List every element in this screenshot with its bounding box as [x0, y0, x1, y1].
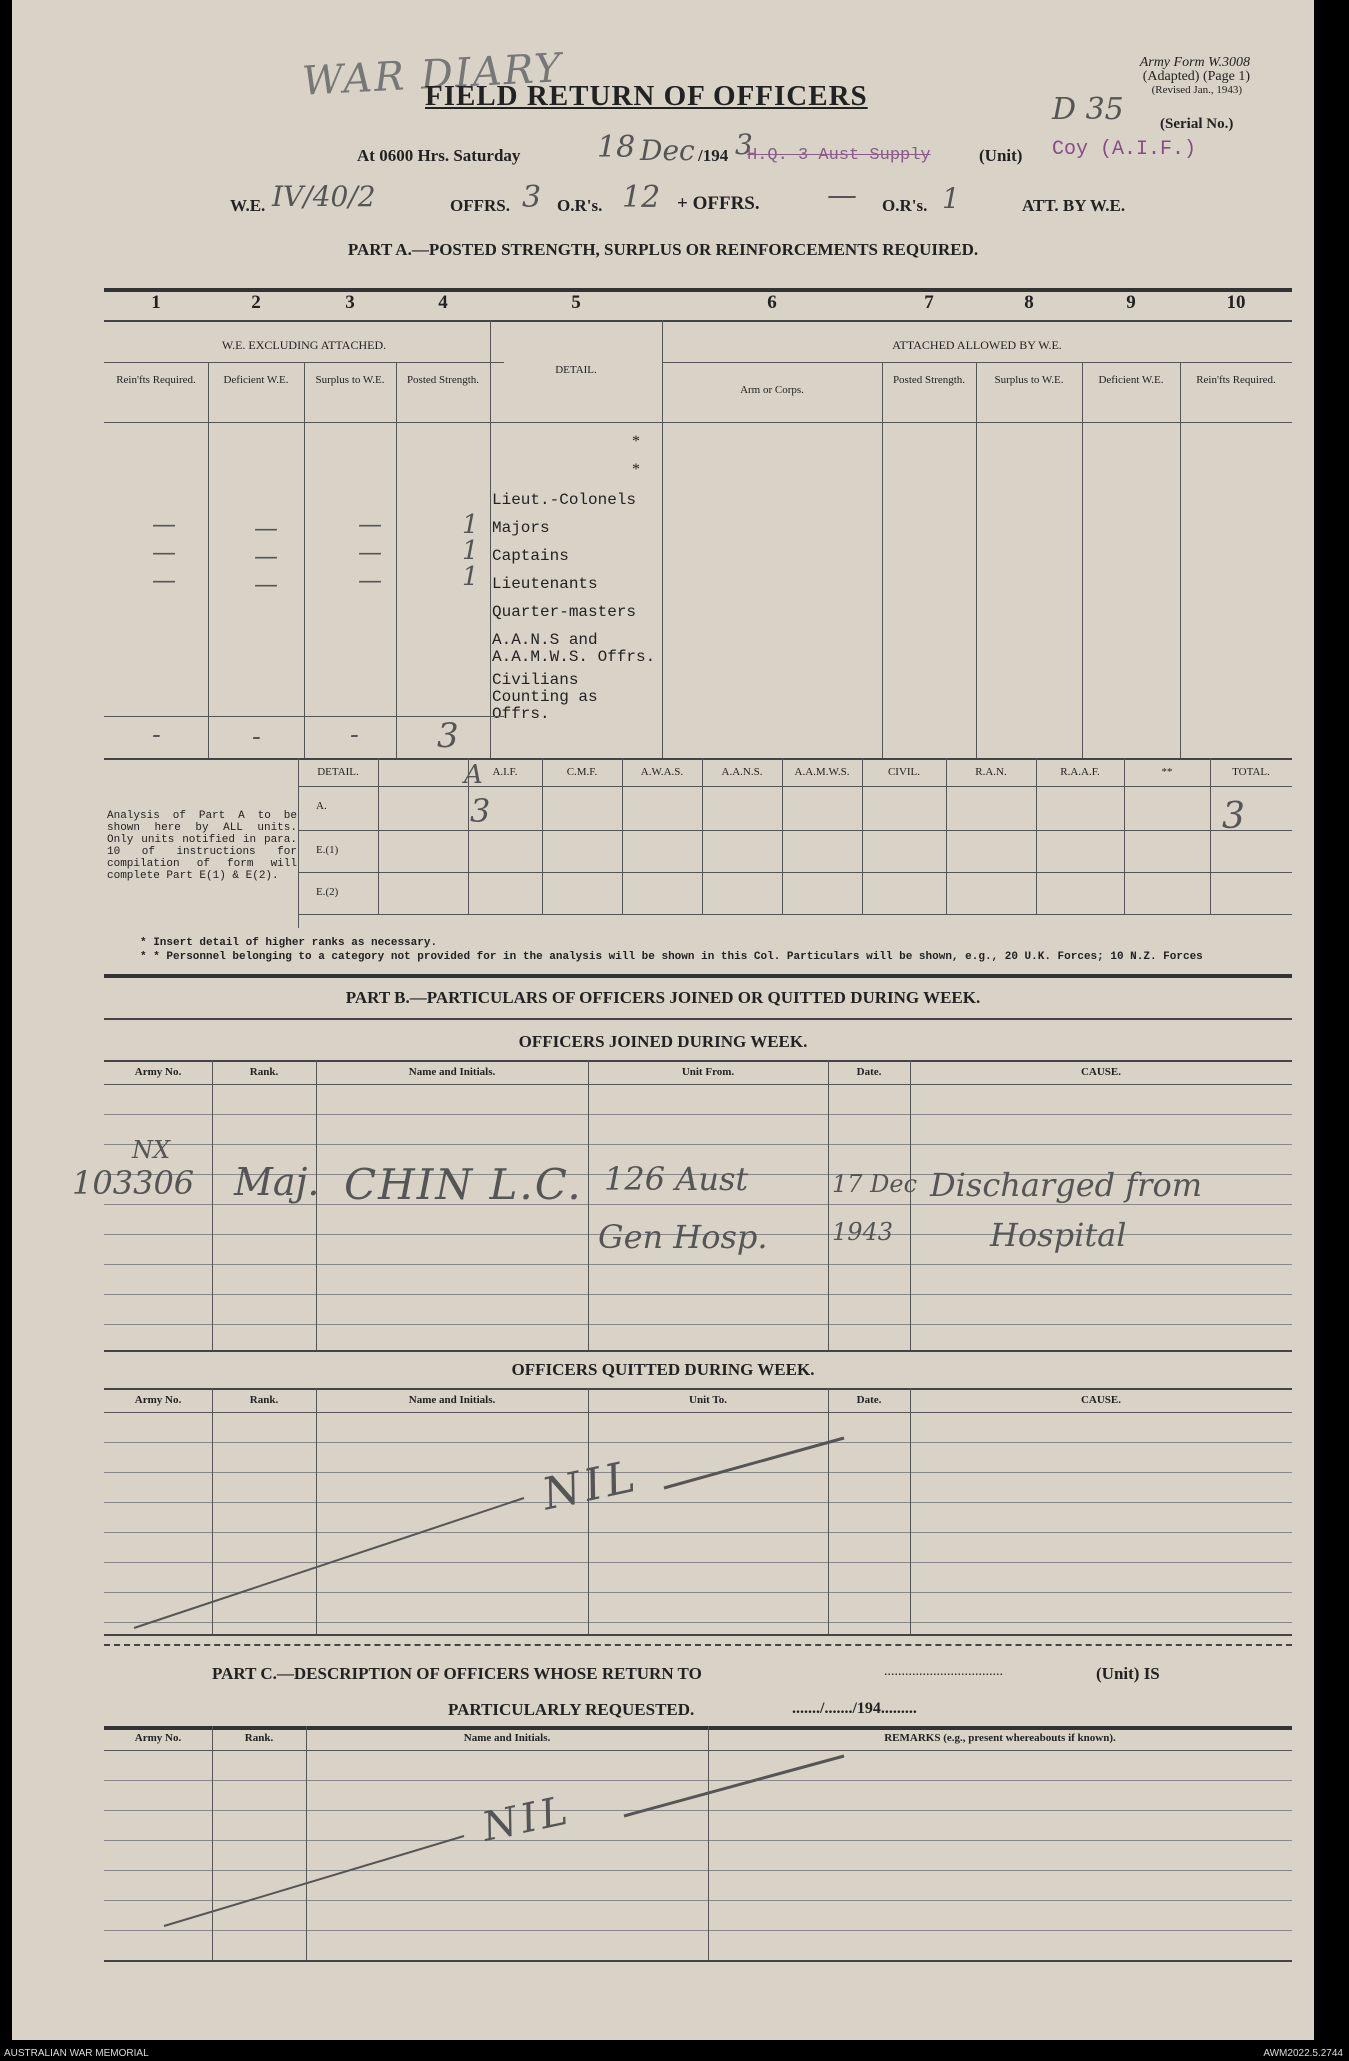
year-digit: 3: [735, 128, 753, 161]
rank-civilians: Civilians Counting as Offrs.: [492, 671, 598, 723]
col-number-rule: [104, 320, 1292, 322]
analysis-header: CIVIL.: [887, 766, 921, 778]
joined-column-header: Date.: [856, 1066, 882, 1078]
attached-group-header: ATTACHED ALLOWED BY W.E.: [892, 338, 1062, 352]
column-header: Posted Strength.: [892, 374, 966, 386]
column-number: 8: [1024, 292, 1034, 313]
column-header: Deficient W.E.: [1098, 374, 1164, 386]
col-header-rule: [104, 422, 1292, 423]
rank-list: [492, 486, 657, 723]
form-paper: [12, 0, 1314, 2040]
analysis-header: C.M.F.: [566, 766, 598, 778]
joined-column-header: Name and Initials.: [408, 1066, 496, 1078]
joined-cause-2: Hospital: [990, 1216, 1127, 1254]
column-header: Deficient W.E.: [223, 374, 289, 386]
part-b-heading: PART B.—PARTICULARS OF OFFICERS JOINED OR QUITTED DURING WEEK.: [345, 988, 981, 1007]
analysis-row-label: A.: [316, 800, 327, 812]
dash-mark: —: [358, 538, 382, 566]
analysis-col-rule: [862, 758, 863, 914]
footer-right: AWM2022.5.2744: [1263, 2048, 1343, 2059]
date-month: Dec: [640, 134, 695, 167]
column-header: Rein'fts Required.: [1196, 374, 1276, 386]
offrs-label: OFFRS.: [450, 196, 510, 215]
rank-quarter-masters: Quarter-masters: [492, 603, 637, 621]
part-a-heading: PART A.—POSTED STRENGTH, SURPLUS OR REINFORCEMENTS REQUIRED.: [347, 240, 979, 259]
ors2-value: 1: [942, 182, 960, 215]
ors-label: O.R's.: [557, 196, 603, 215]
quitted-column-header: Unit To.: [689, 1394, 727, 1406]
rank-captains: Captains: [492, 547, 569, 565]
we-group-header: W.E. EXCLUDING ATTACHED.: [221, 338, 387, 352]
part-c-heading-1: PART C.—DESCRIPTION OF OFFICERS WHOSE RETURN TO: [212, 1664, 702, 1683]
column-number: 5: [571, 292, 581, 313]
dash-mark: —: [152, 538, 176, 566]
analysis-header: A.A.N.S.: [721, 766, 763, 778]
column-header: Rein'fts Required.: [116, 374, 196, 386]
partc-column-header: Rank.: [244, 1732, 274, 1744]
quitted-column-header: Date.: [856, 1394, 882, 1406]
col-divider: [1082, 362, 1083, 758]
plus-offrs-value: —: [827, 178, 857, 213]
analysis-row-label: E.(1): [316, 844, 339, 856]
col-divider: [1180, 362, 1181, 758]
joined-name: CHIN L.C.: [344, 1160, 583, 1209]
column-number: 6: [767, 292, 777, 313]
rank-mark: *: [632, 433, 640, 450]
analysis-col-rule: [622, 758, 623, 914]
analysis-col-rule: [702, 758, 703, 914]
offrs-value: 3: [522, 180, 542, 215]
dash-mark: —: [152, 566, 176, 594]
plus-offrs-label: + OFFRS.: [677, 193, 760, 214]
analysis-header: A.A.M.W.S.: [794, 766, 850, 778]
joined-col-rule: [910, 1060, 911, 1350]
rank-marks: [632, 428, 640, 484]
at-label: At 0600 Hrs. Saturday: [357, 146, 521, 165]
quitted-column-header: Name and Initials.: [408, 1394, 496, 1406]
joined-date-2: 1943: [832, 1218, 894, 1246]
analysis-row-rule: [298, 830, 1292, 831]
rank-mark: *: [632, 461, 640, 478]
joined-row-rule: [104, 1204, 1292, 1205]
unit-stamp: Coy (A.I.F.): [1052, 138, 1197, 161]
column-header: Arm or Corps.: [740, 384, 804, 396]
analysis-row-label: E.(2): [316, 886, 339, 898]
column-header: Posted Strength.: [406, 374, 480, 386]
part-b-rule: [104, 1018, 1292, 1020]
analysis-row-rule: [298, 914, 1292, 915]
joined-column-header: Army No.: [134, 1066, 182, 1078]
part-a-column-headers: [12, 364, 1314, 420]
unit-label: (Unit): [979, 146, 1023, 165]
rank-aans: A.A.N.S and A.A.M.W.S. Offrs.: [492, 631, 656, 666]
date-day: 18: [597, 130, 636, 165]
total-surplus: -: [350, 720, 359, 750]
quitted-nil-strike: [104, 1388, 1292, 1634]
analysis-col-rule: [946, 758, 947, 914]
column-numbers: [12, 292, 1314, 318]
joined-row-rule: [104, 1114, 1292, 1115]
quitted-heading: OFFICERS QUITTED DURING WEEK.: [511, 1360, 815, 1379]
form-title: FIELD RETURN OF OFFICERS: [425, 80, 868, 112]
analysis-note: Analysis of Part A to be shown here by ALL units. Only units notified in para. 10 of instructions for compilation of form will complete Part E(1) & E(2).: [107, 810, 297, 882]
analysis-col-rule: [378, 758, 379, 914]
serial-label: (Serial No.): [1160, 116, 1234, 132]
col-divider: [882, 362, 883, 758]
ors-value: 12: [622, 180, 661, 215]
posted-marks: [462, 512, 479, 590]
analysis-table: [298, 758, 1292, 928]
column-number: 9: [1126, 292, 1136, 313]
partc-column-header: Army No.: [134, 1732, 182, 1744]
footnote-1: * Insert detail of higher ranks as necessary.: [140, 937, 438, 949]
dash-mark: —: [358, 510, 382, 538]
joined-col-rule: [588, 1060, 589, 1350]
we-label: W.E.: [230, 196, 266, 215]
column-number: 4: [438, 292, 448, 313]
partc-column-header: REMARKS (e.g., present whereabouts if known).: [884, 1732, 1116, 1744]
analysis-row-rule: [298, 786, 1292, 787]
detail-header: DETAIL.: [555, 364, 597, 376]
joined-army-no: 103306: [72, 1164, 195, 1202]
part-c-nil-strike: [104, 1726, 1292, 1960]
quitted-column-header: Army No.: [134, 1394, 182, 1406]
column-number: 2: [251, 292, 261, 313]
joined-col-rule: [828, 1060, 829, 1350]
footer-left: AUSTRALIAN WAR MEMORIAL: [4, 2048, 149, 2059]
total-reinfts: -: [152, 720, 161, 750]
column-number: 3: [345, 292, 355, 313]
quitted-column-header: CAUSE.: [1080, 1394, 1122, 1406]
analysis-aif-mark: A: [464, 760, 483, 790]
part-c-nil: NIL: [478, 1787, 576, 1851]
part-c-heading-date: ......./......./194.........: [792, 1700, 917, 1717]
dash-mark: —: [254, 514, 278, 542]
column-header: Surplus to W.E.: [994, 374, 1064, 386]
joined-row-rule: [104, 1264, 1292, 1265]
analysis-header: A.I.F.: [492, 766, 518, 778]
army-form-id: Army Form W.3008: [1139, 55, 1250, 70]
rank-lieut-colonels: Lieut.-Colonels: [492, 491, 637, 509]
analysis-header: **: [1161, 766, 1173, 778]
analysis-col-rule: [782, 758, 783, 914]
joined-date-1: 17 Dec: [832, 1170, 918, 1198]
analysis-header: R.A.A.F.: [1060, 766, 1100, 778]
rank-lieutenants: Lieutenants: [492, 575, 598, 593]
joined-table: [104, 1060, 1292, 1350]
deficient-marks: [254, 514, 278, 598]
analysis-header: TOTAL.: [1232, 766, 1270, 778]
col-divider: [304, 362, 305, 758]
column-header: Surplus to W.E.: [315, 374, 385, 386]
col-divider: [208, 362, 209, 758]
rank-majors: Majors: [492, 519, 550, 537]
joined-heading: OFFICERS JOINED DURING WEEK.: [518, 1032, 808, 1051]
partc-column-header: Name and Initials.: [463, 1732, 551, 1744]
joined-rank: Maj.: [234, 1160, 320, 1204]
analysis-header: DETAIL.: [317, 766, 359, 778]
analysis-aif-value: 3: [470, 792, 491, 830]
col-divider: [976, 362, 977, 758]
att-group-rule: [662, 362, 1292, 363]
posted-mark: 1: [462, 562, 479, 592]
dash-mark: —: [152, 510, 176, 538]
joined-row-rule: [104, 1324, 1292, 1325]
posted-mark: 1: [462, 536, 479, 566]
analysis-row-rule: [298, 872, 1292, 873]
joined-unit-from-1: 126 Aust: [604, 1160, 749, 1198]
joined-row-rule: [104, 1144, 1292, 1145]
part-b-top-rule: [104, 974, 1292, 978]
quitted-bottom-rule: [104, 1634, 1292, 1636]
joined-unit-from-2: Gen Hosp.: [598, 1218, 768, 1256]
column-number: 7: [924, 292, 934, 313]
surplus-marks: [358, 510, 382, 594]
analysis-col-rule: [1036, 758, 1037, 914]
joined-army-no-prefix: NX: [132, 1136, 171, 1164]
posted-mark: 1: [462, 510, 479, 540]
att-label: ATT. BY W.E.: [1022, 196, 1126, 215]
part-c-heading-dots: ..................................: [884, 1664, 1003, 1679]
joined-header-rule: [104, 1084, 1292, 1085]
form-revised: (Revised Jan., 1943): [1151, 84, 1242, 96]
analysis-col-rule: [1124, 758, 1125, 914]
analysis-col-rule: [1210, 758, 1211, 914]
total-deficient: -: [252, 722, 261, 752]
war-diary-note: WAR DIARY: [300, 45, 564, 105]
joined-column-header: Unit From.: [681, 1066, 735, 1078]
unit-stamp-struck: H.Q. 3 Aust Supply: [747, 146, 931, 165]
form-adapted: (Adapted) (Page 1): [1142, 69, 1250, 84]
analysis-total-value: 3: [1222, 796, 1245, 837]
joined-column-header: CAUSE.: [1080, 1066, 1122, 1078]
col-divider: [396, 362, 397, 758]
joined-cause-1: Discharged from: [930, 1166, 1203, 1204]
reinfts-marks: [152, 510, 176, 594]
dash-mark: —: [254, 570, 278, 598]
we-value: IV/40/2: [272, 180, 376, 213]
archive-footer: [0, 2048, 1349, 2061]
serial-value: D 35: [1052, 92, 1124, 127]
joined-col-rule: [316, 1060, 317, 1350]
footnote-2: * * Personnel belonging to a category not provided for in the analysis will be shown in this Col. Particulars will be shown, e.g., 20 U.K. Forces; 10 N.Z. Forces: [140, 951, 1203, 963]
quitted-column-header: Rank.: [249, 1394, 279, 1406]
quitted-top-rule: [104, 1350, 1292, 1352]
total-posted: 3: [437, 716, 459, 756]
analysis-col-rule: [542, 758, 543, 914]
joined-row-rule: [104, 1294, 1292, 1295]
partc-bottom-rule: [104, 1960, 1292, 1962]
part-c-dashed-rule: [104, 1644, 1292, 1646]
analysis-header: R.A.N.: [975, 766, 1007, 778]
part-c-heading-2: PARTICULARLY REQUESTED.: [448, 1700, 695, 1719]
column-number: 1: [151, 292, 161, 313]
analysis-header: A.W.A.S.: [640, 766, 684, 778]
ors2-label: O.R's.: [882, 196, 928, 215]
quitted-nil: NIL: [537, 1450, 644, 1521]
joined-col-rule: [212, 1060, 213, 1350]
column-number: 10: [1226, 292, 1246, 313]
dash-mark: —: [254, 542, 278, 570]
dash-mark: —: [358, 566, 382, 594]
joined-column-header: Rank.: [249, 1066, 279, 1078]
year-prefix: /194: [698, 146, 729, 165]
part-c-heading-unit: (Unit) IS: [1096, 1664, 1160, 1683]
